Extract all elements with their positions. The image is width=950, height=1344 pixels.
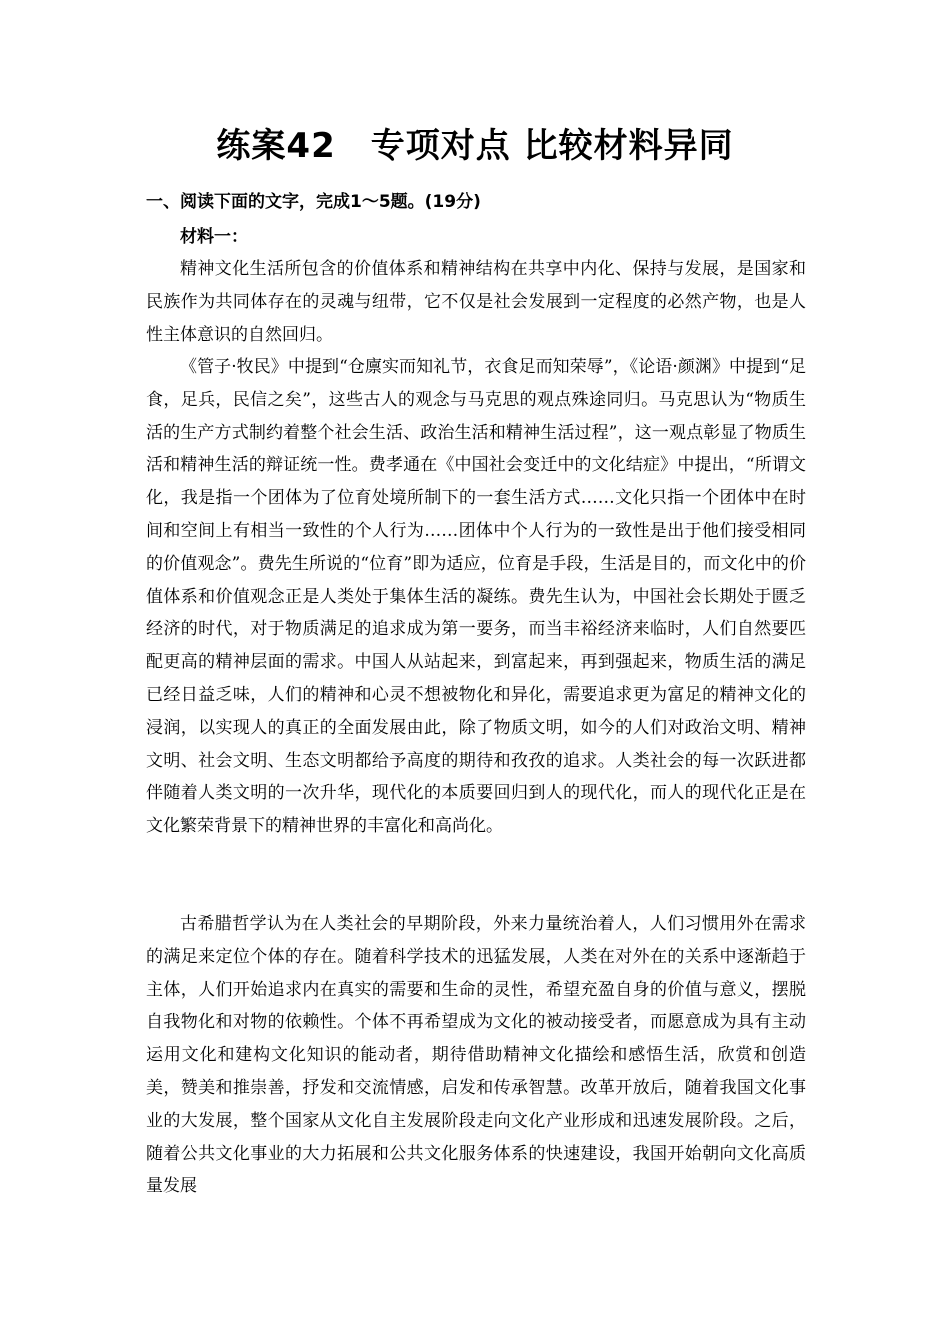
paragraph-1: 精神文化生活所包含的价值体系和精神结构在共享中内化、保持与发展，是国家和民族作为共同体存在的灵魂与纽带，它不仅是社会发展到一定程度的必然产物，也是人性主体意识的自然回归。 bbox=[146, 259, 806, 345]
question-prompt: 一、阅读下面的文字，完成1～5题。(19分) bbox=[146, 192, 481, 212]
page-title: 练案42 专项对点 比较材料异同 bbox=[216, 126, 734, 166]
paragraph-3: 古希腊哲学认为在人类社会的早期阶段，外来力量统治着人，人们习惯用外在需求的满足来定位个体的存在。随着科学技术的迅猛发展，人类在对外在的关系中逐渐趋于主体，人们开始追求内在真实的需要和生命的灵性，希望充盈自身的价值与意义，摆脱自我物化和对物的依赖性。个体不再希望成为文化的被动接受者，而愿意成为具有主动运用文化和建构文化知识的能动者，期待借助精神文化描绘和感悟生活，欣赏和创造美，赞美和推崇善，抒发和交流情感，启发和传承智慧。改革开放后，随着我国文化事业的大发展，整个国家从文化自主发展阶段走向文化产业形成和迅速发展阶段。之后，随着公共文化事业的大力拓展和公共文化服务体系的快速建设，我国开始朝向文化高质量发展 bbox=[146, 914, 806, 1197]
paragraph-2: 《管子·牧民》中提到“仓廪实而知礼节，衣食足而知荣辱”，《论语·颜渊》中提到“足食，足兵，民信之矣”，这些古人的观念与马克思的观点殊途同归。马克思认为“物质生活的生产方式制约着整个社会生活、政治生活和精神生活过程”，这一观点彰显了物质生活和精神生活的辩证统一性。费孝通在《中国社会变迁中的文化结症》中提出，“所谓文化，我是指一个团体为了位育处境所制下的一套生活方式……文化只指一个团体中在时间和空间上有相当一致性的个人行为……团体中个人行为的一致性是出于他们接受相同的价值观念”。费先生所说的“位育”即为适应，位育是手段，生活是目的，而文化中的价值体系和价值观念正是人类处于集体生活的凝练。费先生认为，中国社会长期处于匮乏经济的时代，对于物质满足的追求成为第一要务，而当丰裕经济来临时，人们自然要匹配更高的精神层面的需求。中国人从站起来，到富起来，再到强起来，物质生活的满足已经日益乏味，人们的精神和心灵不想被物化和异化，需要追求更为富足的精神文化的浸润，以实现人的真正的全面发展由此，除了物质文明，如今的人们对政治文明、精神文明、社会文明、生态文明都给予高度的期待和孜孜的追求。人类社会的每一次跃进都伴随着人类文明的一次升华，现代化的本质要回归到人的现代化，而人的现代化正是在文化繁荣背景下的精神世界的丰富化和高尚化。 bbox=[146, 357, 806, 837]
material-label: 材料一： bbox=[180, 227, 248, 247]
